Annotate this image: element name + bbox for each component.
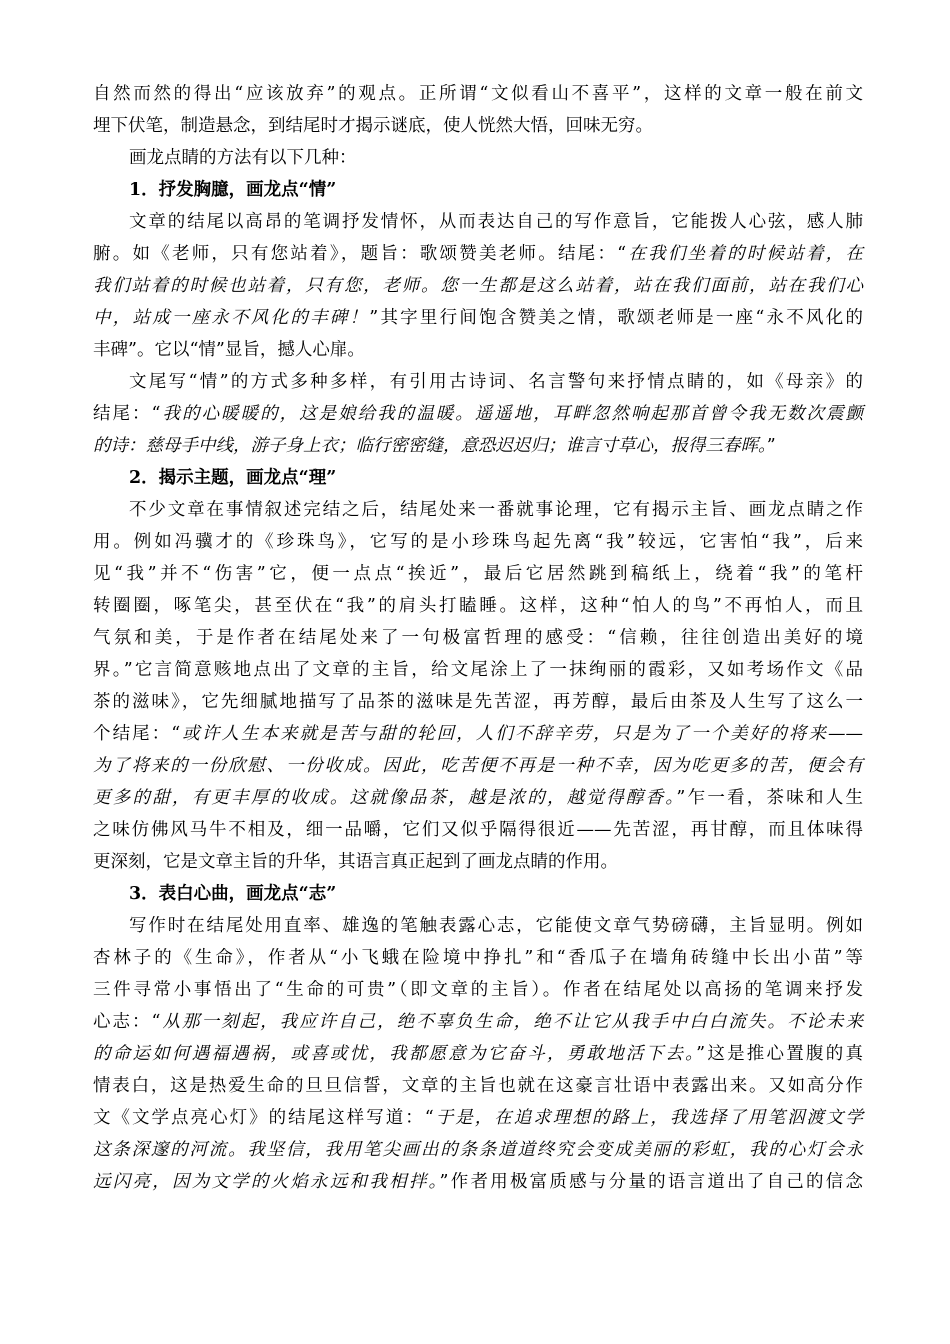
- heading-text: 2．揭示主题，画龙点“理”: [129, 468, 337, 488]
- quote-segment: 我们站着的时候也站着，只有您，老师。您一生都是这么站着，站在我们面前，站在我们心: [93, 276, 863, 296]
- paragraph-line: [93, 622, 863, 654]
- text-segment: 腑。如《老师，只有您站着》，题旨：歌颂赞美老师。结尾：“: [93, 244, 627, 264]
- text-segment: 情表白，这是热爱生命的旦旦信誓，文章的主旨也就在这豪言壮语中表露出来。又如高分作: [93, 1076, 863, 1096]
- paragraph-line: [93, 974, 863, 1006]
- text-segment: 丰碑”。它以“情”显旨，撼人心扉。: [93, 340, 365, 360]
- text-segment: ”: [766, 436, 776, 456]
- paragraph-line: [93, 526, 863, 558]
- text-segment: ”这是推心置腹的真: [696, 1044, 863, 1064]
- text-segment: 心志：“: [93, 1012, 161, 1032]
- quote-segment: 在我们坐着的时候站着，在: [626, 244, 864, 264]
- quote-segment: 中，站成一座永不风化的丰碑！: [93, 308, 370, 328]
- text-segment: 之味仿佛风马牛不相及，细一品嚼，它们又似乎隔得很近——先苦涩，再甘醇，而且体味得: [93, 820, 863, 840]
- text-segment: 茶的滋味》，它先细腻地描写了品茶的滋味是先苦涩，再芳醇，最后由茶及人生写了这么一: [93, 692, 863, 712]
- text-segment: 画龙点睛的方法有以下几种：: [129, 148, 357, 168]
- paragraph-line: [129, 142, 863, 174]
- text-segment: 见“我”并不“伤害”它，便一点点“挨近”，最后它居然跳到稿纸上，绕着“我”的笔杆: [93, 564, 863, 584]
- paragraph-line: [93, 750, 863, 782]
- text-segment: 三件寻常小事悟出了“生命的可贵”（即文章的主旨）。作者在结尾处以高扬的笔调来抒发: [93, 980, 863, 1000]
- text-segment: 写作时在结尾处用直率、雄逸的笔触表露心志，它能使文章气势磅礴，主旨显明。例如: [129, 916, 863, 936]
- paragraph-line: [93, 590, 863, 622]
- text-segment: 用。例如冯骥才的《珍珠鸟》，它写的是小珍珠鸟起先离“我”较远，它害怕“我”，后来: [93, 532, 863, 552]
- text-segment: 杏林子的《生命》，作者从“小飞蛾在险境中挣扎”和“香瓜子在墙角砖缝中长出小苗”等: [93, 948, 863, 968]
- paragraph-line: [93, 238, 863, 270]
- paragraph-line: [93, 1166, 863, 1198]
- paragraph-line: [93, 110, 863, 142]
- text-segment: 界。”它言简意赅地点出了文章的主旨，给文尾涂上了一抹绚丽的霞彩，又如考场作文《品: [93, 660, 863, 680]
- text-segment: ”作者用极富质感与分量的语言道出了自己的信念: [439, 1172, 863, 1192]
- paragraph-line: [93, 942, 863, 974]
- quote-segment: 从那一刻起，我应许自己，绝不辜负生命，绝不让它从我手中白白流失。不论未来: [160, 1012, 864, 1032]
- quote-segment: 的诗：慈母手中线，游子身上衣；临行密密缝，意恐迟迟归；谁言寸草心，报得三春晖。: [93, 436, 767, 456]
- paragraph-line: [93, 334, 863, 366]
- paragraph-line: [93, 718, 863, 750]
- text-segment: 结尾：“: [93, 404, 161, 424]
- paragraph-line: [93, 782, 863, 814]
- paragraph-line: [93, 302, 863, 334]
- text-segment: 文尾写“情”的方式多种多样，有引用古诗词、名言警句来抒情点睛的，如《母亲》的: [129, 372, 863, 392]
- paragraph-line: [129, 494, 863, 526]
- quote-segment: 远闪亮，因为文学的火焰永远和我相拌。: [93, 1172, 440, 1192]
- paragraph-line: [93, 1102, 863, 1134]
- paragraph-line: [93, 398, 863, 430]
- paragraph-line: [93, 846, 863, 878]
- text-segment: 文《文学点亮心灯》的结尾这样写道：“: [93, 1108, 434, 1128]
- quote-segment: 或许人生本来就是苦与甜的轮回，人们不辞辛劳，只是为了一个美好的将来——: [180, 724, 863, 744]
- quote-segment: 于是，在追求理想的路上，我选择了用笔泅渡文学: [433, 1108, 863, 1128]
- text-segment: 更深刻，它是文章主旨的升华，其语言真正起到了画龙点睛的作用。: [93, 852, 618, 872]
- text-segment: 自然而然的得出“应该放弃”的观点。正所谓“文似看山不喜平”，这样的文章一般在前文: [93, 84, 863, 104]
- text-segment: 文章的结尾以高昂的笔调抒发情怀，从而表达自己的写作意旨，它能拨人心弦，感人肺: [129, 212, 863, 232]
- quote-segment: 的命运如何遇福遇祸，或喜或忧，我都愿意为它奋斗，勇敢地活下去。: [93, 1044, 697, 1064]
- section-heading: [129, 174, 863, 206]
- paragraph-line: [93, 1006, 863, 1038]
- paragraph-line: [129, 366, 863, 398]
- paragraph-line: [93, 686, 863, 718]
- heading-text: 3．表白心曲，画龙点“志”: [129, 884, 337, 904]
- text-segment: 气氛和美，于是作者在结尾处来了一句极富哲理的感受：“信赖，往往创造出美好的境: [93, 628, 863, 648]
- paragraph-line: [93, 1038, 863, 1070]
- paragraph-line: [93, 270, 863, 302]
- text-segment: 不少文章在事情叙述完结之后，结尾处来一番就事论理，它有揭示主旨、画龙点睛之作: [129, 500, 863, 520]
- paragraph-line: [129, 206, 863, 238]
- text-segment: 转圈圈，啄笔尖，甚至伏在“我”的肩头打瞌睡。这样，这种“怕人的鸟”不再怕人，而且: [93, 596, 863, 616]
- section-heading: [129, 462, 863, 494]
- paragraph-line: [93, 558, 863, 590]
- paragraph-line: [93, 1070, 863, 1102]
- quote-segment: 这条深邃的河流。我坚信，我用笔尖画出的条条道道终究会变成美丽的彩虹，我的心灯会永: [93, 1140, 863, 1160]
- quote-segment: 更多的甜，有更丰厚的收成。这就像品茶，越是浓的，越觉得醇香。: [93, 788, 677, 808]
- text-segment: ”其字里行间饱含赞美之情，歌颂老师是一座“永不风化的: [369, 308, 863, 328]
- text-segment: 埋下伏笔，制造悬念，到结尾时才揭示谜底，使人恍然大悟，回味无穷。: [93, 116, 653, 136]
- paragraph-line: [93, 654, 863, 686]
- paragraph-line: [93, 430, 863, 462]
- text-segment: ”乍一看，茶味和人生: [676, 788, 863, 808]
- paragraph-line: [93, 1134, 863, 1166]
- text-segment: 个结尾：“: [93, 724, 181, 744]
- section-heading: [129, 878, 863, 910]
- quote-segment: 我的心暖暖的，这是娘给我的温暖。遥遥地，耳畔忽然响起那首曾令我无数次震颤: [160, 404, 864, 424]
- paragraph-line: [93, 78, 863, 110]
- paragraph-line: [129, 910, 863, 942]
- paragraph-line: [93, 814, 863, 846]
- heading-text: 1．抒发胸臆，画龙点“情”: [129, 180, 337, 200]
- quote-segment: 为了将来的一份欣慰、一份收成。因此，吃苦便不再是一种不幸，因为吃更多的苦，便会有: [93, 756, 863, 776]
